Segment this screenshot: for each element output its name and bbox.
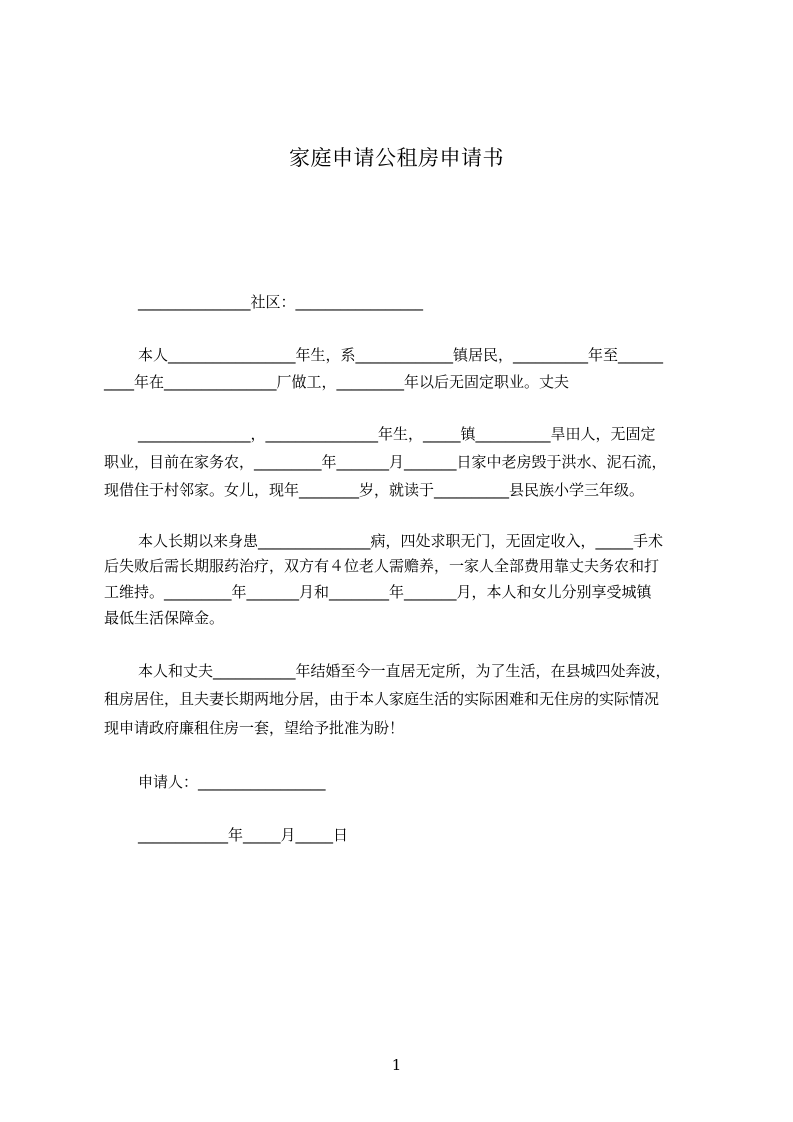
paragraph-2-line-2: 职业，目前在家务农，_________年_______月_______日家中老房毁于洪水、泥石流，	[104, 453, 667, 471]
applicant-signature-line: 申请人：_________________	[138, 773, 326, 791]
page-title: 家庭申请公租房申请书	[289, 146, 504, 170]
paragraph-4-line-2: 租房居住，且夫妻长期两地分居，由于本人家庭生活的实际困难和无住房的实际情况	[104, 690, 660, 708]
paragraph-1-line-1: 本人_________________年生，系_____________镇居民，__________年至______	[138, 346, 664, 364]
paragraph-3-line-1: 本人长期以来身患_______________病，四处求职无门，无固定收入，_____手术	[138, 532, 664, 550]
paragraph-4-line-3: 现申请政府廉租住房一套，望给予批准为盼！	[104, 719, 405, 737]
date-line: ____________年_____月_____日	[138, 826, 349, 844]
paragraph-3-line-2: 后失败后需长期服药治疗，双方有４位老人需赡养，一家人全部费用靠丈夫务农和打	[104, 557, 660, 575]
paragraph-2-line-1: _______________，_______________年生，_____镇__________旱田人，无固定	[138, 425, 656, 443]
paragraph-1-line-2: ____年在_______________厂做工，_________年以后无固定职业。丈夫	[104, 373, 570, 391]
page-number: 1	[391, 1056, 402, 1074]
paragraph-2-line-3: 现借住于村邻家。女儿，现年________岁，就读于__________县民族小学三年级。	[104, 481, 645, 499]
paragraph-3-line-4: 最低生活保障金。	[104, 609, 225, 627]
paragraph-3-line-3: 工维持。_________年_______月和________年_______月，本人和女儿分别享受城镇	[104, 583, 652, 601]
community-line: _______________社区：_________________	[138, 293, 424, 311]
paragraph-4-line-1: 本人和丈夫___________年结婚至今一直居无定所，为了生活，在县城四处奔波，	[138, 662, 671, 680]
